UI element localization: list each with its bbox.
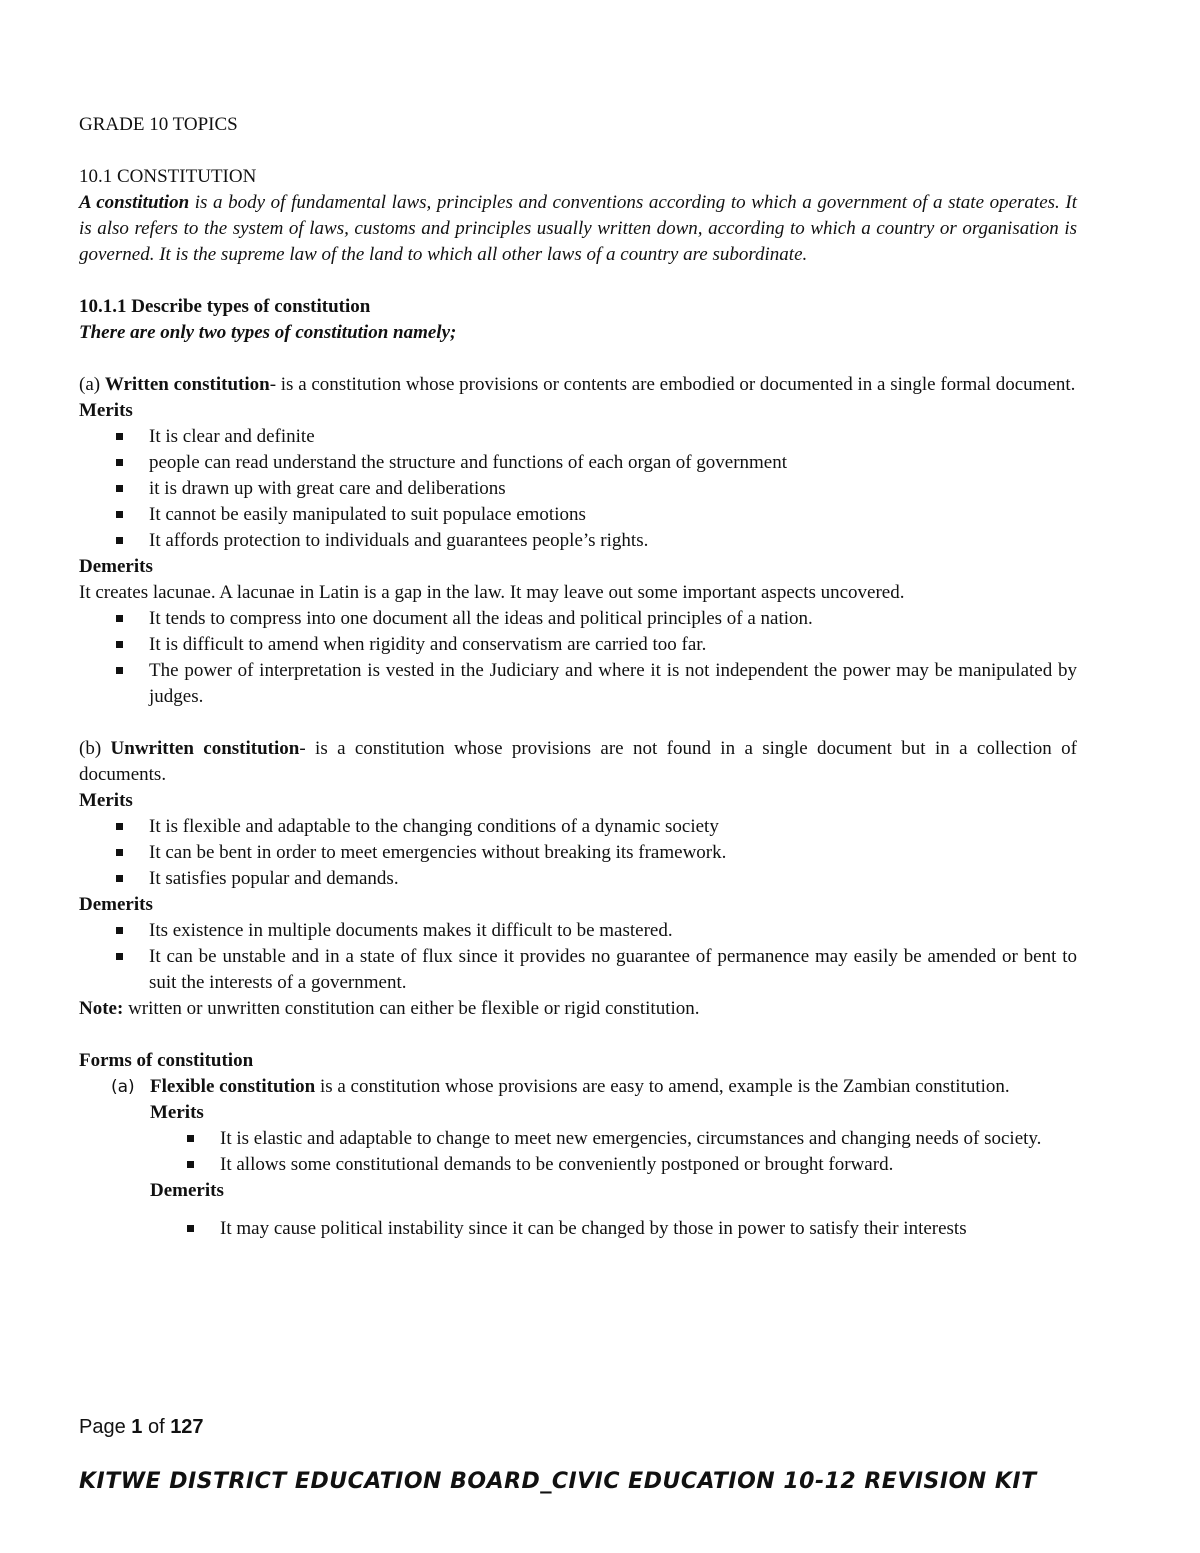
list-item: It is clear and definite — [149, 424, 1077, 450]
subsection-title: 10.1.1 Describe types of constitution — [79, 296, 371, 317]
page-heading: GRADE 10 TOPICS — [79, 114, 238, 135]
note-line — [79, 996, 1077, 1022]
unwritten-demerits-label: Demerits — [79, 894, 153, 915]
written-demerits-intro: It creates lacunae. A lacunae in Latin is a gap in the law. It may leave out some important aspects uncovered. — [79, 582, 905, 603]
page-word: Page — [79, 1416, 132, 1438]
written-def-text: - is a constitution whose provisions or contents are embodied or documented in a single formal document. — [269, 374, 1076, 395]
written-term: Written constitution — [104, 374, 270, 395]
list-item: It allows some constitutional demands to be conveniently postponed or brought forward. — [220, 1152, 1077, 1178]
unwritten-def-text: - is a constitution whose provisions are not found in a single document but in a collection of documents. — [79, 738, 1077, 785]
list-item: it is drawn up with great care and deliberations — [149, 476, 1077, 502]
definition-term: A constitution — [79, 192, 190, 213]
definition-text: is a body of fundamental laws, principles and conventions according to which a government of a state operates. It is also refers to the system of laws, customs and principles usually written down, according to which a country or organisation is governed. It is the supreme law of the land to which all other laws of a country are subordinate. — [79, 192, 1078, 265]
section-title: 10.1 CONSTITUTION — [79, 166, 257, 187]
page-total: 127 — [170, 1416, 204, 1438]
written-demerits-label: Demerits — [79, 556, 153, 577]
unwritten-merits-list — [79, 814, 1077, 892]
written-merits-list — [79, 424, 1077, 554]
list-item: It can be bent in order to meet emergencies without breaking its framework. — [149, 840, 1077, 866]
unwritten-demerits-list — [79, 918, 1077, 996]
written-definition — [79, 372, 1077, 398]
page-current: 1 — [131, 1416, 143, 1438]
flexible-definition — [150, 1074, 1077, 1100]
list-item: It may cause political instability since it can be changed by those in power to satisfy their interests — [220, 1216, 1077, 1242]
list-item: It affords protection to individuals and guarantees people’s rights. — [149, 528, 1077, 554]
unwritten-term: Unwritten constitution — [110, 738, 300, 759]
unwritten-merits-label: Merits — [79, 790, 133, 811]
list-item: It tends to compress into one document all the ideas and political principles of a nation. — [149, 606, 1077, 632]
unwritten-prefix: (b) — [79, 738, 111, 759]
flexible-def-text: is a constitution whose provisions are easy to amend, example is the Zambian constitution. — [315, 1076, 1010, 1097]
list-item: It is flexible and adaptable to the changing conditions of a dynamic society — [149, 814, 1077, 840]
flexible-merits-list — [150, 1126, 1077, 1178]
written-demerits-list — [79, 606, 1077, 710]
note-text: written or unwritten constitution can either be flexible or rigid constitution. — [123, 998, 700, 1019]
list-item: It can be unstable and in a state of flux since it provides no guarantee of permanence may easily be amended or bent to suit the interests of a government. — [149, 944, 1077, 996]
written-prefix: (a) — [79, 374, 105, 395]
constitution-definition — [79, 190, 1077, 268]
forms-title: Forms of constitution — [79, 1050, 254, 1071]
page-number — [79, 1414, 204, 1440]
list-item: The power of interpretation is vested in the Judiciary and where it is not independent the power may be manipulated by judges. — [149, 658, 1077, 710]
list-item: people can read understand the structure and functions of each organ of government — [149, 450, 1077, 476]
written-merits-label: Merits — [79, 400, 133, 421]
list-item: It cannot be easily manipulated to suit populace emotions — [149, 502, 1077, 528]
list-item: It satisfies popular and demands. — [149, 866, 1077, 892]
flexible-demerits-label: Demerits — [150, 1180, 224, 1201]
flexible-details — [79, 1100, 1077, 1242]
flexible-item — [79, 1074, 1077, 1100]
document-page — [79, 112, 1077, 1242]
unwritten-definition — [79, 736, 1077, 788]
footer-banner: KITWE DISTRICT EDUCATION BOARD_CIVIC EDUCATION 10-12 REVISION KIT — [79, 1469, 1037, 1494]
flexible-term: Flexible constitution — [150, 1076, 316, 1097]
flexible-marker: (a) — [111, 1077, 135, 1097]
page-of: of — [142, 1416, 171, 1438]
list-item: It is elastic and adaptable to change to meet new emergencies, circumstances and changing needs of society. — [220, 1126, 1077, 1152]
flexible-demerits-list — [150, 1216, 1077, 1242]
list-item: It is difficult to amend when rigidity and conservatism are carried too far. — [149, 632, 1077, 658]
list-item: Its existence in multiple documents makes it difficult to be mastered. — [149, 918, 1077, 944]
note-label: Note: — [79, 998, 124, 1019]
subsection-intro: There are only two types of constitution namely; — [79, 322, 457, 343]
flexible-merits-label: Merits — [150, 1102, 204, 1123]
